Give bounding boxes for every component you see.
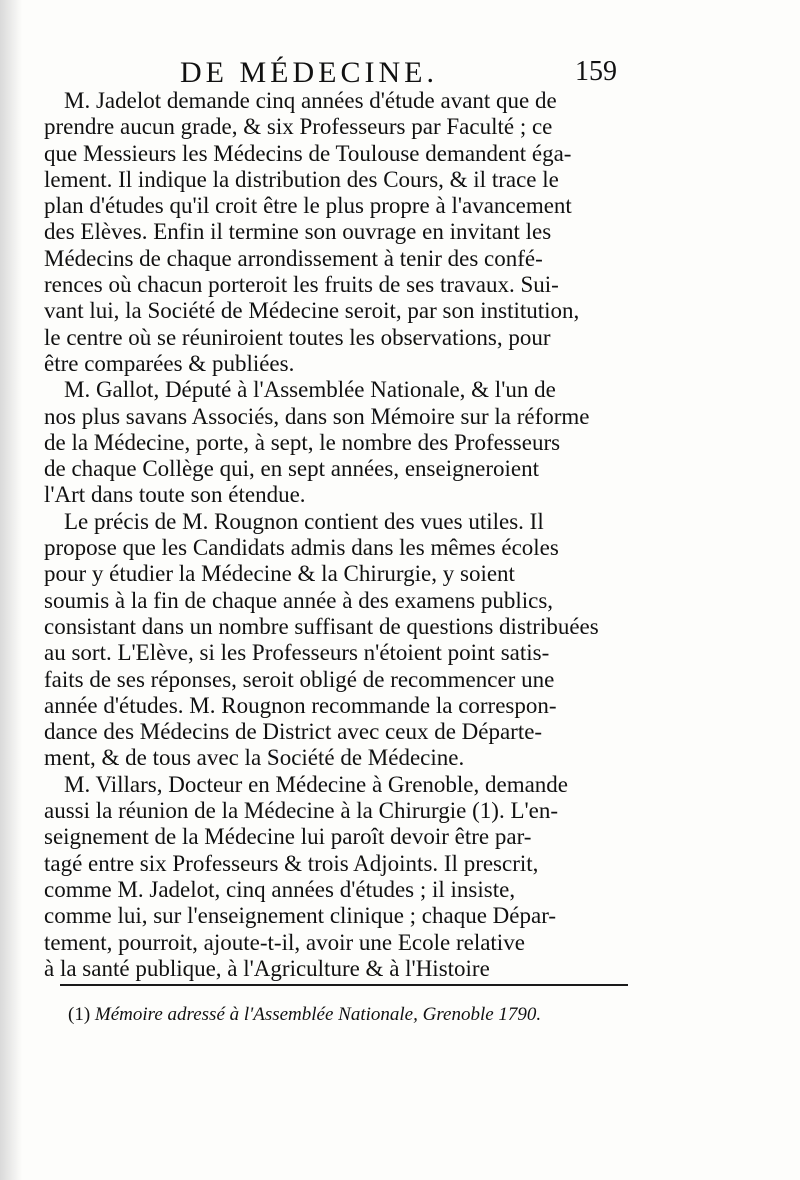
- text-line: comme M. Jadelot, cinq années d'études ; il insiste,: [44, 876, 516, 902]
- paragraph: [44, 377, 626, 508]
- text-line: prendre aucun grade, & six Professeurs par Faculté ; ce: [44, 114, 553, 140]
- text-line: faits de ses réponses, seroit obligé de recommencer une: [44, 666, 555, 692]
- text-line: pour y étudier la Médecine & la Chirurgie, y soient: [44, 561, 515, 587]
- text-line: tement, pourroit, ajoute-t-il, avoir une Ecole relative: [44, 929, 525, 955]
- text-line: nos plus savans Associés, dans son Mémoire sur la réforme: [44, 403, 590, 429]
- text-line: seignement de la Médecine lui paroît devoir être par-: [44, 824, 532, 850]
- footnote: [68, 1004, 628, 1026]
- text-line: à la santé publique, à l'Agriculture & à l'Histoire: [44, 955, 490, 981]
- text-line: Le précis de M. Rougnon contient des vues utiles. Il: [64, 508, 544, 534]
- text-line: comme lui, sur l'enseignement clinique ; chaque Dépar-: [44, 903, 557, 929]
- text-line: des Elèves. Enfin il termine son ouvrage en invitant les: [44, 219, 552, 245]
- text-line: de la Médecine, porte, à sept, le nombre des Professeurs: [44, 429, 561, 455]
- text-line: lement. Il indique la distribution des Cours, & il trace le: [44, 166, 559, 192]
- text-line: soumis à la fin de chaque année à des examens publics,: [44, 587, 554, 613]
- text-line: l'Art dans toute son étendue.: [44, 482, 306, 508]
- body-text: [44, 88, 626, 982]
- text-line: être comparées & publiées.: [44, 350, 295, 376]
- text-line: année d'études. M. Rougnon recommande la correspon-: [44, 692, 557, 718]
- text-line: que Messieurs les Médecins de Toulouse demandent éga-: [44, 140, 572, 166]
- paragraph: [44, 509, 626, 772]
- text-line: propose que les Candidats admis dans les mêmes écoles: [44, 535, 559, 561]
- footnote-text: Mémoire adressé à l'Assemblée Nationale, Grenoble 1790.: [94, 1004, 542, 1025]
- text-line: plan d'études qu'il croit être le plus propre à l'avancement: [44, 193, 572, 219]
- text-line: vant lui, la Société de Médecine seroit, par son institution,: [44, 298, 580, 324]
- page-header: [0, 56, 800, 90]
- text-line: M. Gallot, Député à l'Assemblée Nationale, & l'un de: [64, 377, 556, 403]
- text-line: M. Villars, Docteur en Médecine à Grenoble, demande: [64, 771, 569, 797]
- footnote-rule: [60, 984, 628, 986]
- text-line: tagé entre six Professeurs & trois Adjoints. Il prescrit,: [44, 850, 539, 876]
- text-line: Médecins de chaque arrondissement à tenir des confé-: [44, 245, 543, 271]
- text-line: M. Jadelot demande cinq années d'étude avant que de: [64, 88, 557, 113]
- paragraph: [44, 88, 626, 377]
- text-line: consistant dans un nombre suffisant de questions distribuées: [44, 613, 599, 639]
- footnote-marker: (1): [68, 1004, 91, 1025]
- text-line: ment, & de tous avec la Société de Médecine.: [44, 745, 465, 771]
- text-line: dance des Médecins de District avec ceux de Départe-: [44, 719, 543, 745]
- text-line: de chaque Collège qui, en sept années, enseigneroient: [44, 456, 539, 482]
- text-line: rences où chacun porteroit les fruits de ses travaux. Sui-: [44, 272, 559, 298]
- gutter-shadow: [0, 0, 22, 1180]
- text-line: le centre où se réuniroient toutes les observations, pour: [44, 324, 551, 350]
- text-line: aussi la réunion de la Médecine à la Chirurgie (1). L'en-: [44, 798, 559, 824]
- paragraph: [44, 772, 626, 982]
- running-head: DE MÉDECINE.: [180, 56, 438, 89]
- page-number: 159: [575, 56, 617, 87]
- text-line: au sort. L'Elève, si les Professeurs n'étoient point satis-: [44, 640, 550, 666]
